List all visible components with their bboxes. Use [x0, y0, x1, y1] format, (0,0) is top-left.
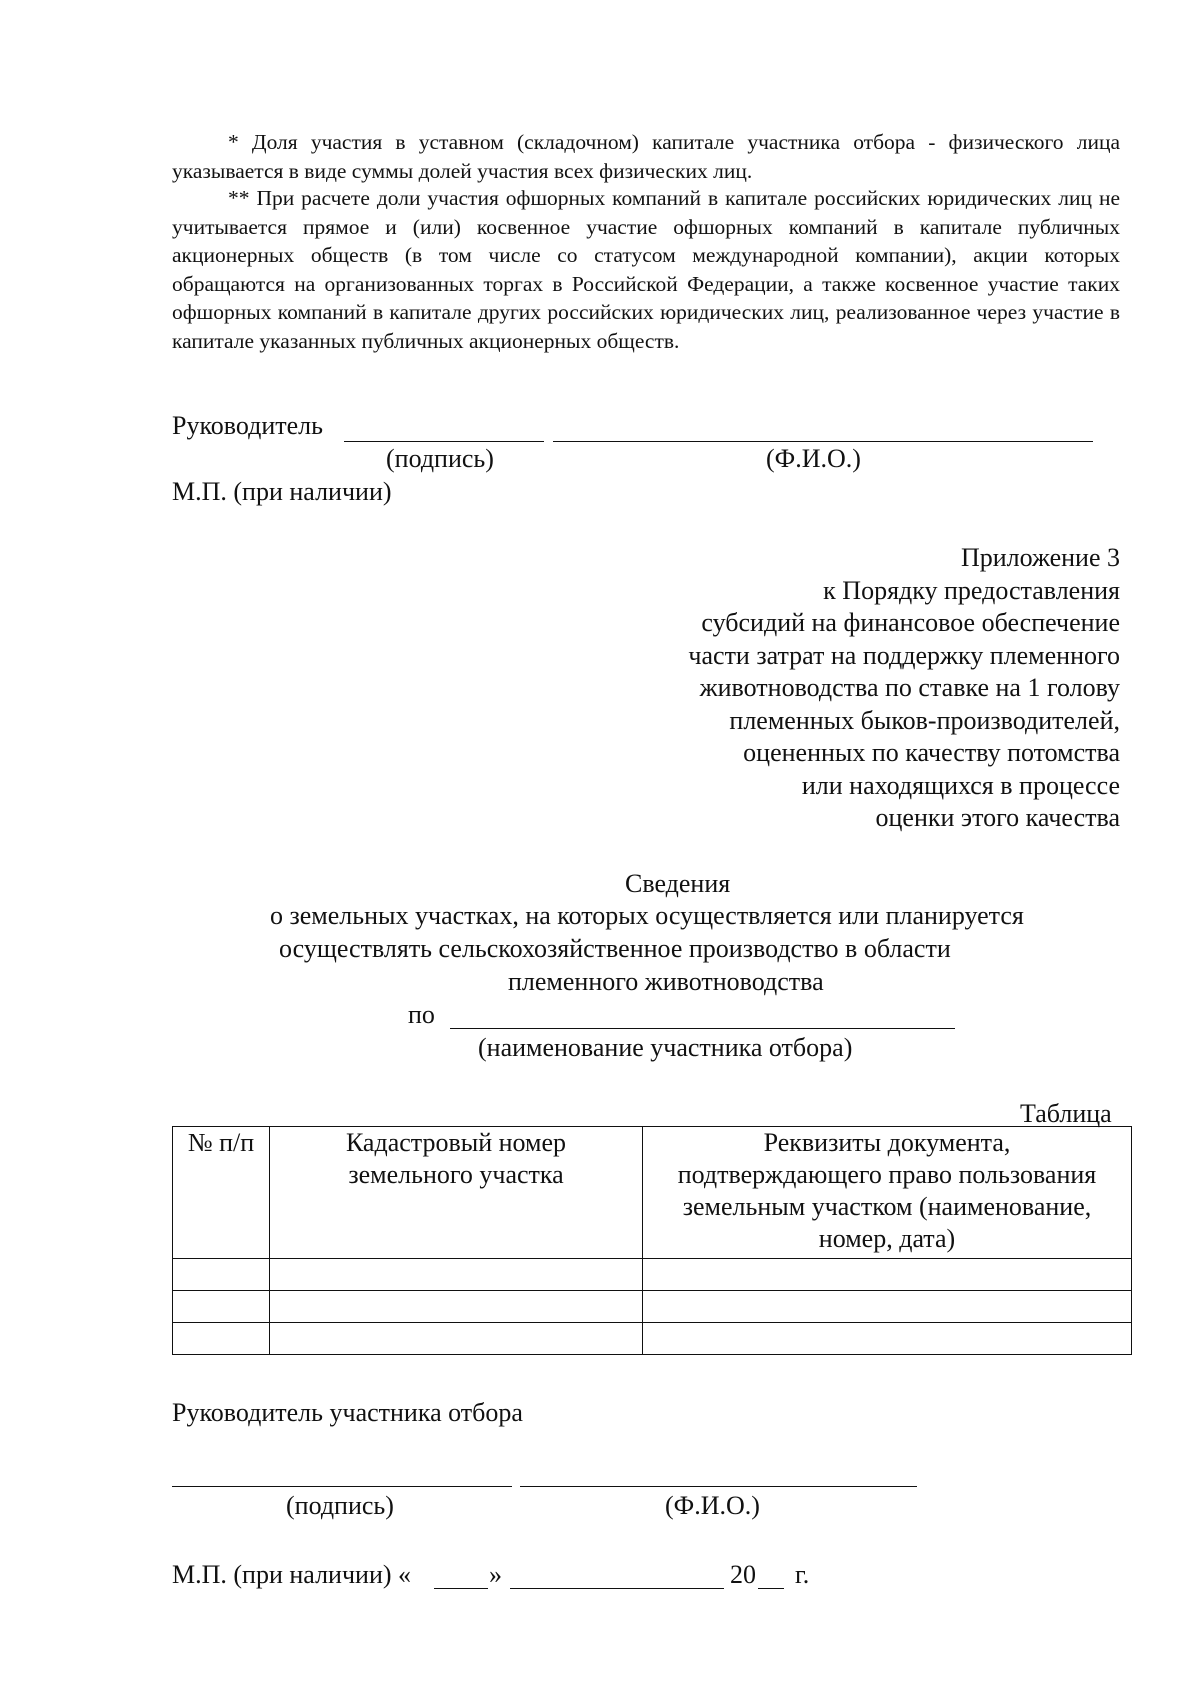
- table-cell: [270, 1323, 643, 1355]
- seal-note-top: М.П. (при наличии): [172, 477, 392, 506]
- table-header-row: [173, 1127, 1132, 1259]
- title-line-3: племенного животноводства: [508, 967, 824, 996]
- head-name-line: [553, 441, 1093, 442]
- day-blank-line: [434, 1588, 488, 1589]
- column-header-number: № п/п: [173, 1127, 270, 1259]
- table-cell: [643, 1291, 1132, 1323]
- month-blank-line: [510, 1588, 724, 1589]
- title-line-1: о земельных участках, на которых осуществляется или планируется: [270, 901, 1024, 930]
- appendix-line: субсидий на финансовое обеспечение: [701, 608, 1120, 637]
- table-cell: [173, 1291, 270, 1323]
- appendix-line: племенных быков-производителей,: [729, 705, 1120, 735]
- seal-note-bottom: М.П. (при наличии) «: [172, 1560, 412, 1589]
- participant-name-line: [450, 1028, 955, 1029]
- table-cell: [270, 1259, 643, 1291]
- appendix-header: [688, 542, 1120, 835]
- table-cell: [270, 1291, 643, 1323]
- table-label: Таблица: [1020, 1099, 1112, 1128]
- appendix-line: животноводства по ставке на 1 голову: [699, 673, 1120, 702]
- appendix-line: оценки этого качества: [875, 803, 1120, 832]
- footnote-1: [172, 128, 1120, 185]
- year-suffix: г.: [795, 1560, 810, 1589]
- footnote-1-text: * Доля участия в уставном (складочном) капитале участника отбора - физического лица указывается в виде суммы долей участия всех физических лиц.: [172, 130, 1120, 183]
- footnote-2: [172, 184, 1120, 355]
- bottom-name-line: [520, 1486, 917, 1487]
- table-cell: [643, 1259, 1132, 1291]
- head-signature-caption: (подпись): [386, 444, 494, 473]
- appendix-line: или находящихся в процессе: [801, 770, 1120, 800]
- participant-head-label: Руководитель участника отбора: [172, 1398, 523, 1427]
- column-header-document: Реквизиты документа, подтверждающего право пользования земельным участком (наименование, номер, дата): [643, 1127, 1132, 1259]
- appendix-line: оцененных по качеству потомства: [743, 738, 1120, 767]
- appendix-line: части затрат на поддержку племенного: [688, 640, 1120, 670]
- participant-caption: (наименование участника отбора): [478, 1033, 853, 1062]
- appendix-line: к Порядку предоставления: [823, 575, 1120, 605]
- bottom-name-caption: (Ф.И.О.): [665, 1491, 760, 1520]
- bottom-signature-line: [172, 1486, 512, 1487]
- head-name-caption: (Ф.И.О.): [766, 444, 861, 473]
- bottom-signature-caption: (подпись): [286, 1491, 394, 1520]
- by-prefix: по: [408, 1000, 435, 1029]
- column-header-cadastral: Кадастровый номер земельного участка: [270, 1127, 643, 1259]
- year-prefix: 20: [730, 1560, 756, 1589]
- document-title: Сведения: [625, 869, 731, 898]
- year-blank-line: [758, 1588, 784, 1589]
- table-row: [173, 1259, 1132, 1291]
- footnote-2-text: ** При расчете доли участия офшорных компаний в капитале российских юридических лиц не учитывается прямое и (или) косвенное участие офшорных компаний в капитале публичных акционерных обществ (в том числе со статусом международной компании), акции которых обращаются на организованных торгах в Российской Федерации, а также косвенное участие таких офшорных компаний в капитале других российских юридических лиц, реализованное через участие в капитале указанных публичных акционерных обществ.: [172, 186, 1120, 353]
- table-cell: [643, 1323, 1132, 1355]
- table-cell: [173, 1259, 270, 1291]
- land-plots-table: [172, 1126, 1132, 1355]
- table-cell: [173, 1323, 270, 1355]
- table-row: [173, 1291, 1132, 1323]
- table-row: [173, 1323, 1132, 1355]
- appendix-line: Приложение 3: [960, 543, 1120, 572]
- head-signature-label: Руководитель: [172, 411, 323, 440]
- head-signature-line: [344, 441, 544, 442]
- day-close-quote: »: [489, 1560, 502, 1589]
- title-line-2: осуществлять сельскохозяйственное производство в области: [279, 934, 951, 963]
